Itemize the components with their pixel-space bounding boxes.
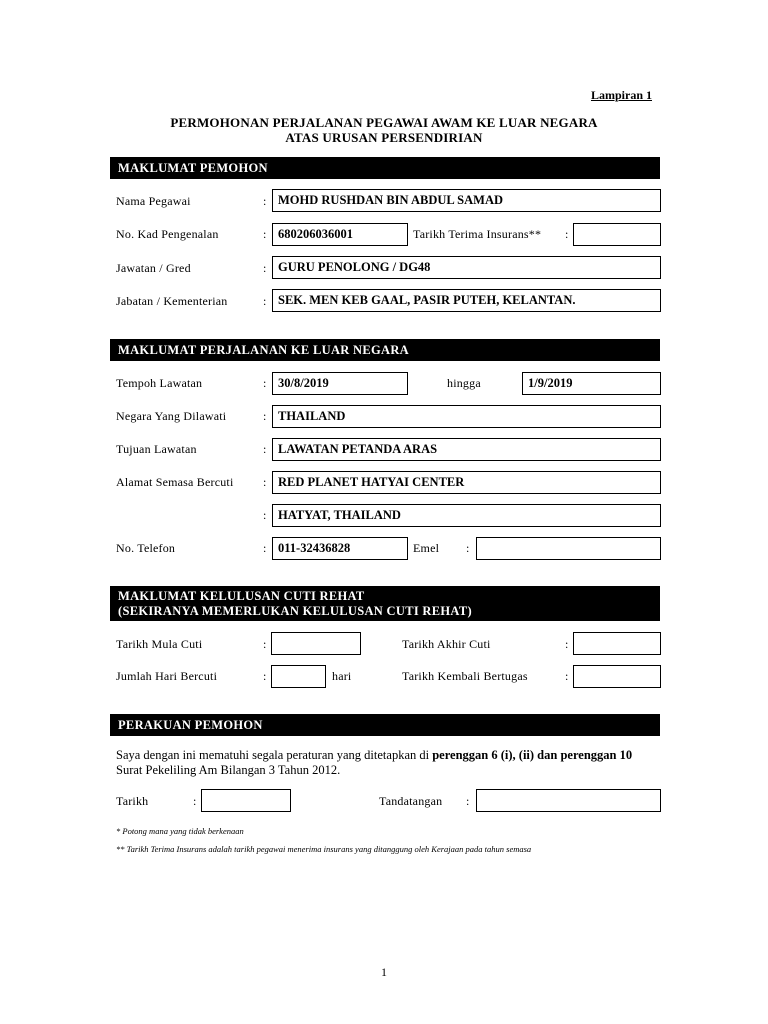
- nama-label: Nama Pegawai: [116, 194, 191, 208]
- declaration-text: [116, 748, 676, 778]
- section-header-line2: (SEKIRANYA MEMERLUKAN KELULUSAN CUTI REHAT): [118, 604, 472, 618]
- negara-label: Negara Yang Dilawati: [116, 409, 227, 423]
- jumlah-hari-field[interactable]: [271, 665, 326, 688]
- insurans-field[interactable]: [573, 223, 661, 246]
- jawatan-field[interactable]: GURU PENOLONG / DG48: [272, 256, 661, 279]
- alamat-label: Alamat Semasa Bercuti: [116, 475, 234, 489]
- emel-field[interactable]: [476, 537, 661, 560]
- akhir-cuti-label: Tarikh Akhir Cuti: [402, 637, 491, 651]
- colon: :: [466, 794, 470, 808]
- declaration-line1: [116, 748, 676, 763]
- telefon-field[interactable]: 011-32436828: [272, 537, 408, 560]
- colon: :: [565, 227, 569, 241]
- section-header-kelulusan-cuti: [110, 586, 660, 621]
- colon: :: [263, 669, 267, 683]
- colon: :: [263, 475, 267, 489]
- tujuan-label: Tujuan Lawatan: [116, 442, 197, 456]
- alamat-line2-field[interactable]: HATYAT, THAILAND: [272, 504, 661, 527]
- colon: :: [263, 442, 267, 456]
- colon: :: [263, 227, 267, 241]
- tujuan-field[interactable]: LAWATAN PETANDA ARAS: [272, 438, 661, 461]
- emel-label: Emel: [413, 541, 440, 555]
- lampiran-label: Lampiran 1: [590, 88, 652, 102]
- tempoh-label: Tempoh Lawatan: [116, 376, 203, 390]
- declaration-bold: perenggan 6 (i), (ii) dan perenggan 10: [432, 748, 633, 762]
- declaration-part1: Saya dengan ini mematuhi segala peraturan yang ditetapkan di: [116, 748, 433, 762]
- colon: :: [263, 294, 267, 308]
- section-header-maklumat-perjalanan: MAKLUMAT PERJALANAN KE LUAR NEGARA: [110, 339, 660, 361]
- tempoh-to-field[interactable]: 1/9/2019: [522, 372, 661, 395]
- section-header-line1: MAKLUMAT KELULUSAN CUTI REHAT: [118, 589, 365, 603]
- colon: :: [193, 794, 197, 808]
- colon: :: [263, 409, 267, 423]
- colon: :: [466, 541, 470, 555]
- jumlah-hari-label: Jumlah Hari Bercuti: [116, 669, 218, 683]
- footnote-2: ** Tarikh Terima Insurans adalah tarikh pegawai menerima insurans yang ditanggung oleh Kerajaan pada tahun semasa: [116, 844, 532, 854]
- colon: :: [263, 508, 267, 522]
- hari-label: hari: [332, 669, 352, 683]
- form-title-line2: ATAS URUSAN PERSENDIRIAN: [285, 130, 483, 145]
- tarikh-label: Tarikh: [116, 794, 149, 808]
- form-title-line1: PERMOHONAN PERJALANAN PEGAWAI AWAM KE LUAR NEGARA: [170, 115, 598, 130]
- tarikh-field[interactable]: [201, 789, 291, 812]
- jabatan-field[interactable]: SEK. MEN KEB GAAL, PASIR PUTEH, KELANTAN.: [272, 289, 661, 312]
- colon: :: [263, 376, 267, 390]
- akhir-cuti-field[interactable]: [573, 632, 661, 655]
- tempoh-from-field[interactable]: 30/8/2019: [272, 372, 408, 395]
- tandatangan-field[interactable]: [476, 789, 661, 812]
- ic-label: No. Kad Pengenalan: [116, 227, 219, 241]
- colon: :: [565, 637, 569, 651]
- page-number: 1: [381, 965, 387, 979]
- kembali-bertugas-field[interactable]: [573, 665, 661, 688]
- section-header-perakuan: PERAKUAN PEMOHON: [110, 714, 660, 736]
- colon: :: [263, 194, 267, 208]
- kembali-bertugas-label: Tarikh Kembali Bertugas: [402, 669, 528, 683]
- footnote-1: * Potong mana yang tidak berkenaan: [116, 826, 244, 836]
- hingga-label: hingga: [447, 376, 481, 390]
- alamat-line1-field[interactable]: RED PLANET HATYAI CENTER: [272, 471, 661, 494]
- ic-field[interactable]: 680206036001: [272, 223, 408, 246]
- jawatan-label: Jawatan / Gred: [116, 261, 191, 275]
- mula-cuti-label: Tarikh Mula Cuti: [116, 637, 203, 651]
- colon: :: [263, 637, 267, 651]
- colon: :: [263, 541, 267, 555]
- colon: :: [565, 669, 569, 683]
- insurans-label: Tarikh Terima Insurans**: [413, 227, 542, 241]
- section-header-maklumat-pemohon: MAKLUMAT PEMOHON: [110, 157, 660, 179]
- negara-field[interactable]: THAILAND: [272, 405, 661, 428]
- jabatan-label: Jabatan / Kementerian: [116, 294, 228, 308]
- declaration-line2: Surat Pekeliling Am Bilangan 3 Tahun 2012.: [116, 763, 341, 777]
- colon: :: [263, 261, 267, 275]
- mula-cuti-field[interactable]: [271, 632, 361, 655]
- telefon-label: No. Telefon: [116, 541, 176, 555]
- tandatangan-label: Tandatangan: [379, 794, 443, 808]
- nama-field[interactable]: MOHD RUSHDAN BIN ABDUL SAMAD: [272, 189, 661, 212]
